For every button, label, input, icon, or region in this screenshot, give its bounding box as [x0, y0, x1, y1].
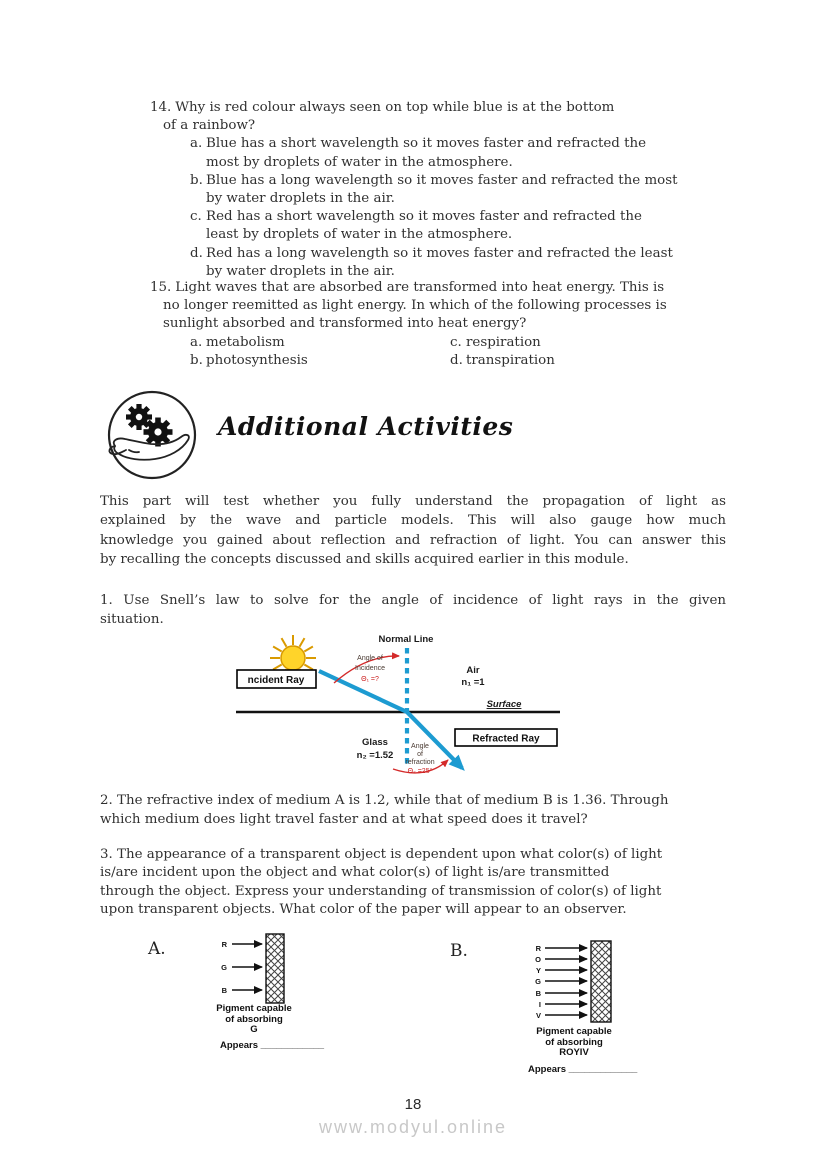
watermark: www.modyul.online	[318, 1117, 508, 1137]
paragraph-line: by recalling the concepts discussed and skills acquired earlier in this module.	[100, 551, 629, 567]
svg-text:Θ₂ =25°: Θ₂ =25°	[407, 768, 433, 775]
snells-law-diagram	[236, 627, 582, 787]
option-letter: a.	[190, 334, 203, 350]
pigment-diagram-b	[448, 935, 638, 1085]
question-text-line: upon transparent objects. What color of the paper will appear to an observer.	[100, 902, 627, 918]
question-text-line: of a rainbow?	[163, 118, 256, 134]
question-text-line: which medium does light travel faster and at what speed does it travel?	[100, 812, 588, 828]
pigment-caption: Pigment capable of absorbing G	[216, 1003, 292, 1035]
appears-blank: Appears _____________	[528, 1064, 638, 1075]
svg-text:B: B	[535, 989, 541, 998]
question-15	[100, 279, 726, 370]
incident-ray-label: ncident Ray	[247, 675, 305, 686]
option-text-line: Red has a long wavelength so it moves faster and refracted the least	[206, 245, 673, 261]
svg-text:R: R	[535, 944, 541, 953]
glass-label: Glass	[362, 737, 388, 748]
light-ray-arrows	[221, 940, 262, 995]
option-letter: c.	[190, 209, 202, 225]
svg-text:refraction: refraction	[405, 759, 435, 766]
option-text-line: least by droplets of water in the atmosphere.	[206, 227, 513, 243]
svg-text:Angle of: Angle of	[357, 655, 383, 662]
air-index-label: n₁ =1	[461, 677, 485, 688]
page-number: 18	[404, 1096, 422, 1113]
svg-text:of: of	[417, 751, 423, 758]
surface-label: Surface	[486, 699, 522, 710]
pigment-block	[266, 934, 284, 1003]
pigment-block	[591, 941, 611, 1022]
refracted-ray-label: Refracted Ray	[472, 733, 540, 745]
q15-options	[190, 334, 726, 370]
q15-option-a	[190, 334, 450, 352]
option-text-line: by water droplets in the air.	[206, 191, 395, 207]
normal-line-label: Normal Line	[378, 634, 434, 645]
refraction-angle-label	[405, 743, 434, 775]
diagram-label: B.	[450, 941, 468, 961]
option-letter: a.	[190, 136, 203, 152]
q14-option-d	[190, 245, 726, 281]
svg-text:Angle: Angle	[411, 743, 429, 750]
question-text-line: no longer reemitted as light energy. In which of the following processes is	[163, 298, 667, 314]
option-text-line: Red has a short wavelength so it moves faster and refracted the	[206, 209, 642, 225]
option-text: metabolism	[206, 334, 285, 350]
question-2	[100, 791, 726, 830]
svg-text:R: R	[221, 940, 227, 949]
paragraph-line: explained by the wave and particle models. This will also gauge how much	[100, 513, 726, 529]
question-3	[100, 846, 726, 920]
option-letter: b.	[190, 172, 203, 188]
question-text-line: through the object. Express your understanding of transmission of color(s) of light	[100, 883, 662, 899]
svg-text:Incidence: Incidence	[355, 665, 385, 672]
intro-paragraph	[100, 492, 726, 569]
option-letter: b.	[190, 352, 203, 368]
hand-holding-gears-icon	[107, 390, 197, 484]
q14-option-a	[190, 135, 726, 171]
svg-text:I: I	[538, 1000, 541, 1009]
option-text-line: Blue has a long wavelength so it moves faster and refracted the most	[206, 172, 678, 188]
q15-option-c	[450, 334, 726, 352]
q14-option-b	[190, 172, 726, 208]
option-text: transpiration	[466, 352, 555, 368]
question-number: 15.	[150, 280, 172, 295]
q15-option-b	[190, 352, 450, 370]
question-number: 14.	[150, 100, 172, 115]
paragraph-line: This part will test whether you fully understand the propagation of light as	[100, 494, 726, 509]
svg-text:G: G	[221, 963, 227, 972]
question-text-line: 2. The refractive index of medium A is 1.2, while that of medium B is 1.36. Through	[100, 793, 669, 808]
paragraph-line: knowledge you gained about reflection and refraction of light. You can answer this	[100, 532, 726, 548]
q14-option-c	[190, 208, 726, 244]
question-text-line: sunlight absorbed and transformed into heat energy?	[163, 316, 527, 332]
pigment-caption: Pigment capable of absorbing ROYIV	[536, 1026, 612, 1058]
option-letter: d.	[450, 352, 463, 368]
option-text-line: most by droplets of water in the atmosphere.	[206, 154, 513, 170]
question-text-line: situation.	[100, 612, 164, 628]
question-14	[100, 99, 726, 281]
option-text-line: by water droplets in the air.	[206, 263, 395, 279]
question-text-line: is/are incident upon the object and what color(s) of light is/are transmitted	[100, 865, 610, 881]
light-ray-arrows	[535, 944, 587, 1020]
question-text-line: Why is red colour always seen on top while blue is at the bottom	[175, 100, 615, 115]
question-14-stem	[150, 99, 726, 135]
air-label: Air	[466, 665, 480, 676]
glass-index-label: n₂ =1.52	[356, 750, 394, 761]
question-text-line: 1. Use Snell’s law to solve for the angle of incidence of light rays in the given	[100, 593, 726, 608]
gear-icon	[126, 404, 152, 430]
question-text-line: Light waves that are absorbed are transformed into heat energy. This is	[175, 280, 665, 295]
diagram-label: A.	[148, 939, 166, 959]
section-title: Additional Activities	[218, 412, 514, 441]
option-letter: d.	[190, 245, 203, 261]
svg-text:G: G	[535, 977, 541, 986]
option-text-line: Blue has a short wavelength so it moves faster and refracted the	[206, 136, 647, 152]
svg-text:B: B	[221, 986, 227, 995]
option-letter: c.	[450, 334, 462, 350]
appears-blank: Appears ____________	[220, 1040, 325, 1051]
option-text: respiration	[466, 334, 541, 350]
q15-option-d	[450, 352, 726, 370]
question-15-stem	[150, 279, 726, 334]
incidence-angle-label	[355, 655, 385, 683]
option-text: photosynthesis	[206, 352, 308, 368]
question-text-line: 3. The appearance of a transparent object is dependent upon what color(s) of light	[100, 847, 663, 862]
svg-text:V: V	[535, 1011, 541, 1020]
svg-text:O: O	[535, 955, 541, 964]
svg-text:Θ₁ =?: Θ₁ =?	[361, 676, 379, 683]
question-1	[100, 591, 726, 630]
svg-text:Y: Y	[535, 966, 541, 975]
pigment-diagram-a	[145, 933, 325, 1063]
